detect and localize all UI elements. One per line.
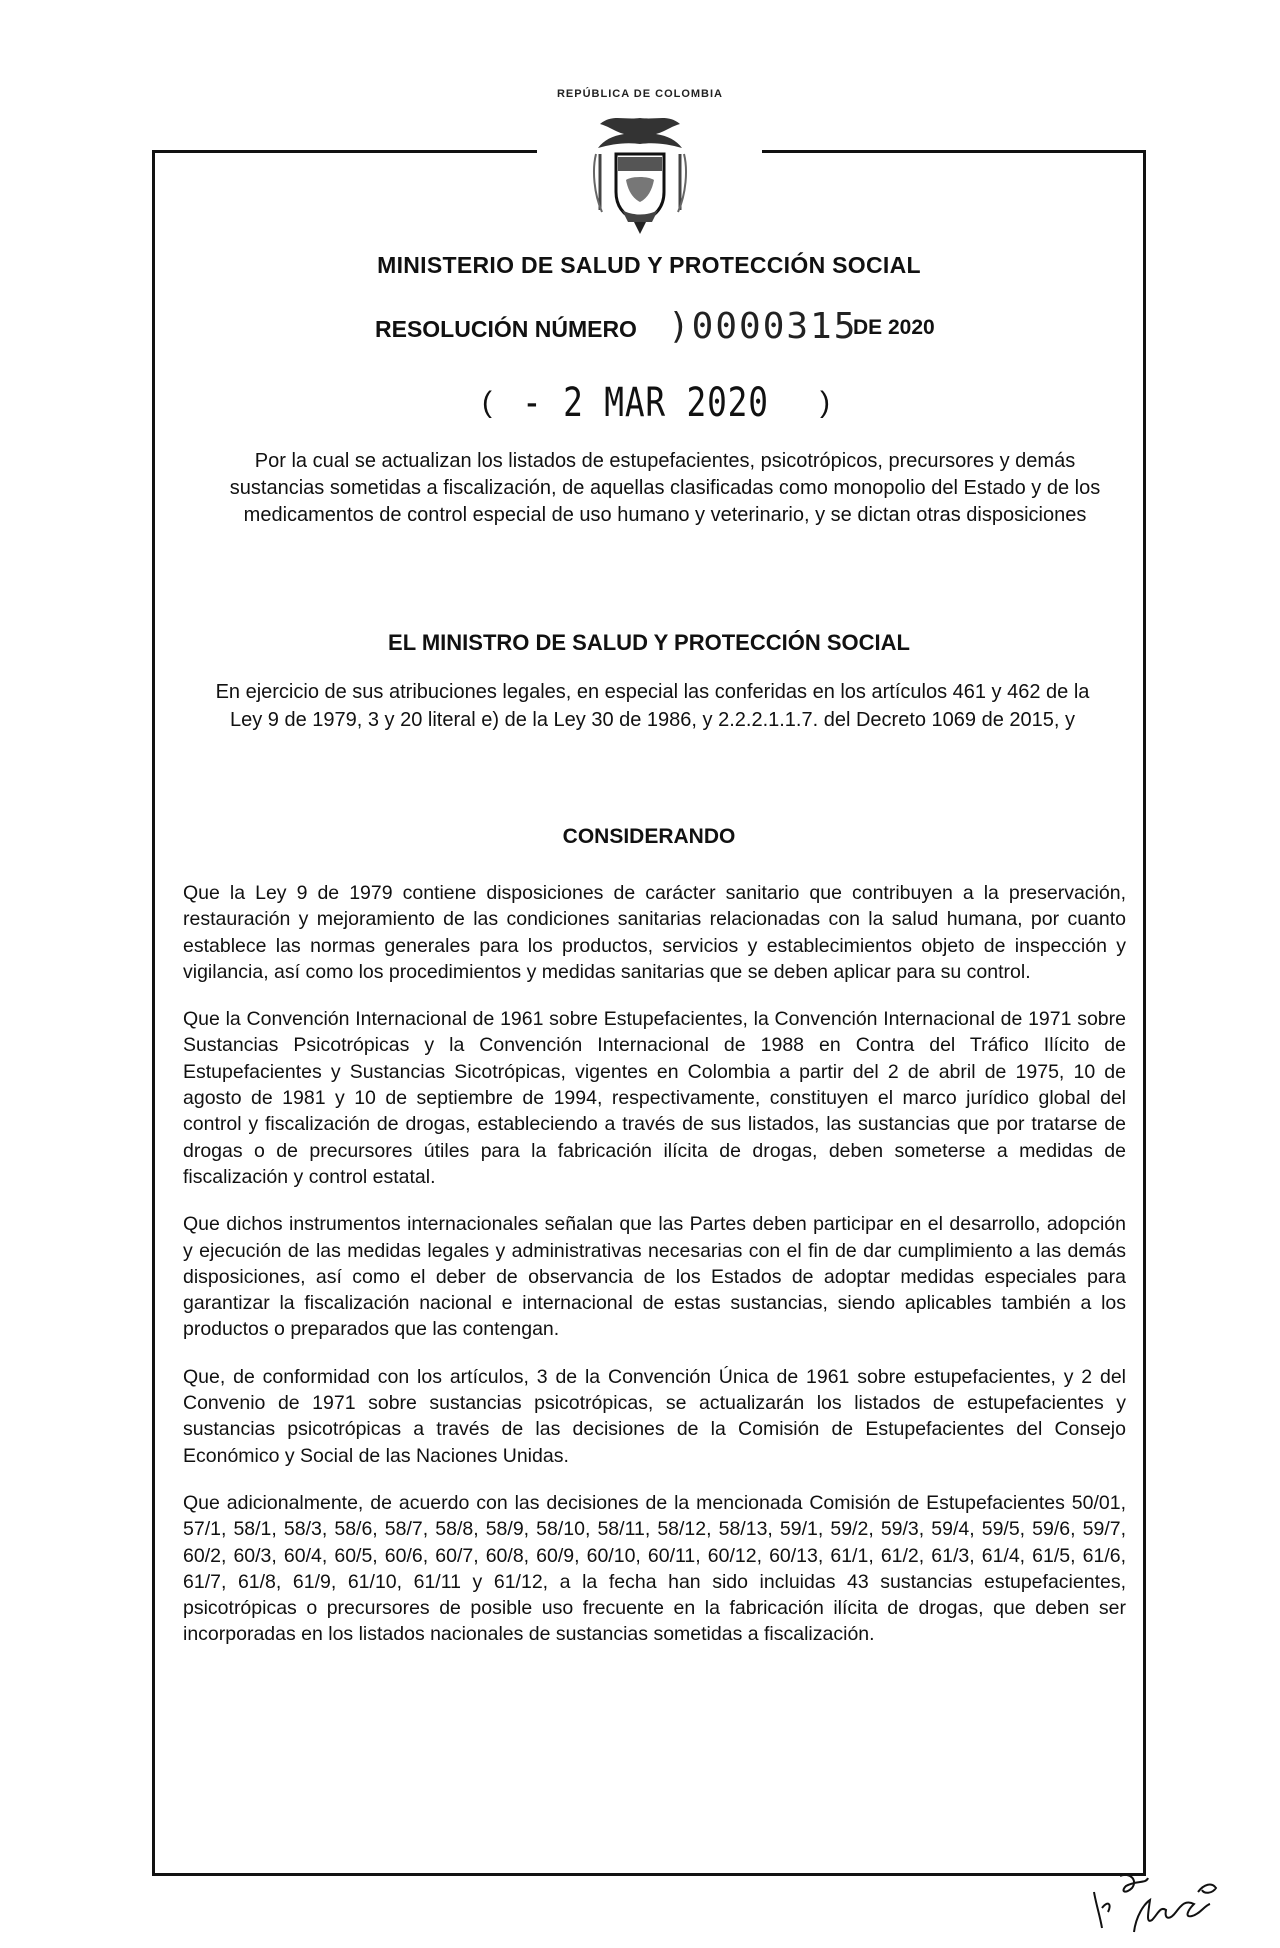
resolution-line [0,306,1280,346]
date-line [0,380,1280,430]
date-stamp: - 2 MAR 2020 [522,380,769,426]
considerando-body [183,880,1126,1669]
paragraph: Que adicionalmente, de acuerdo con las decisiones de la mencionada Comisión de Estupefacientes 50/01, 57/1, 58/1, 58/3, 58/6, 58/7, 58/8, 58/9, 58/10, 58/11, 58/12, 58/13, 59/1, 59/2, 59/3, 59/4, 59/5, 59/6, 59/7, 60/2, 60/3, 60/4, 60/5, 60/6, 60/7, 60/8, 60/9, 60/10, 60/11, 60/12, 60/13, 61/1, 61/2, 61/3, 61/4, 61/5, 61/6, 61/7, 61/8, 61/9, 61/10, 61/11 y 61/12, a la fecha han sido incluidas 43 sustancias estupefacientes, psicotrópicas o precursores de posible uso frecuente en la fabricación ilícita de drogas, que deben ser incorporadas en los listados nacionales de sustancias sometidas a fiscalización. [183,1491,1126,1646]
ministry-title: MINISTERIO DE SALUD Y PROTECCIÓN SOCIAL [377,252,921,278]
resolution-summary: Por la cual se actualizan los listados de estupefacientes, psicotrópicos, precursores y demás sustancias sometidas a fiscalización, de aquellas clasificadas como monopolio del Estado y de los medicamentos de control especial de uso humano y veterinario, y se dictan otras disposiciones [229,450,1101,526]
paragraph: Que la Convención Internacional de 1961 sobre Estupefacientes, la Convención Internacional de 1971 sobre Sustancias Psicotrópicas y la Convención Internacional de 1988 en Contra del Tráfico Ilícito de Estupefacientes y Sustancias Sicotrópicas, vigentes en Colombia a partir del 2 de abril de 1975, 10 de agosto de 1981 y 10 de septiembre de 1994, respectivamente, constituyen el marco jurídico global del control y fiscalización de drogas, estableciendo a través de sus listados, las sustancias que por tratarse de drogas o de precursores útiles para la fabricación ilícita de drogas, deben someterse a medidas de fiscalización y control estatal. [183,1008,1126,1188]
date-paren-open: ( [482,386,492,419]
paragraph: Que dichos instrumentos internacionales señalan que las Partes deben participar en el desarrollo, adopción y ejecución de las medidas legales y administrativas necesarias con el fin de dar cumplimiento a las demás disposiciones, así como el deber de observancia de los Estados de adoptar medidas especiales para garantizar la fiscalización nacional e internacional de estas sustancias, siendo aplicables también a los productos o preparados que las contengan. [183,1213,1126,1341]
issuing-authority: EL MINISTRO DE SALUD Y PROTECCIÓN SOCIAL [388,630,910,655]
resolution-year: DE 2020 [853,316,935,339]
resolution-number-stamp: )0000315 [668,306,858,347]
paragraph: Que, de conformidad con los artículos, 3 de la Convención Única de 1961 sobre estupefacientes, y 2 del Convenio de 1971 sobre sustancias psicotrópicas, se actualizarán los listados de estupefacientes y sustancias psicotrópicas a través de las decisiones de la Comisión de Estupefacientes del Consejo Económico y Social de las Naciones Unidas. [183,1365,1126,1467]
country-name: REPÚBLICA DE COLOMBIA [556,88,724,100]
considerando-heading: CONSIDERANDO [562,825,736,848]
legal-powers: En ejercicio de sus atribuciones legales, en especial las conferidas en los artículos 461 y 462 de la Ley 9 de 1979, 3 y 20 literal e) de la Ley 30 de 1986, y 2.2.2.1.1.7. del Decreto 1069 de 2015, y [215,681,1090,731]
paragraph: Que la Ley 9 de 1979 contiene disposiciones de carácter sanitario que contribuyen a la preservación, restauración y mejoramiento de las condiciones sanitarias relacionadas con la salud humana, por cuanto establece las normas generales para los productos, servicios y establecimientos objeto de inspección y vigilancia, así como los procedimientos y medidas sanitarias que se deben aplicar para su control. [183,882,1126,983]
resolution-label: RESOLUCIÓN NÚMERO [375,316,637,342]
date-paren-close: ) [820,386,830,419]
handwritten-initials [1086,1870,1226,1940]
